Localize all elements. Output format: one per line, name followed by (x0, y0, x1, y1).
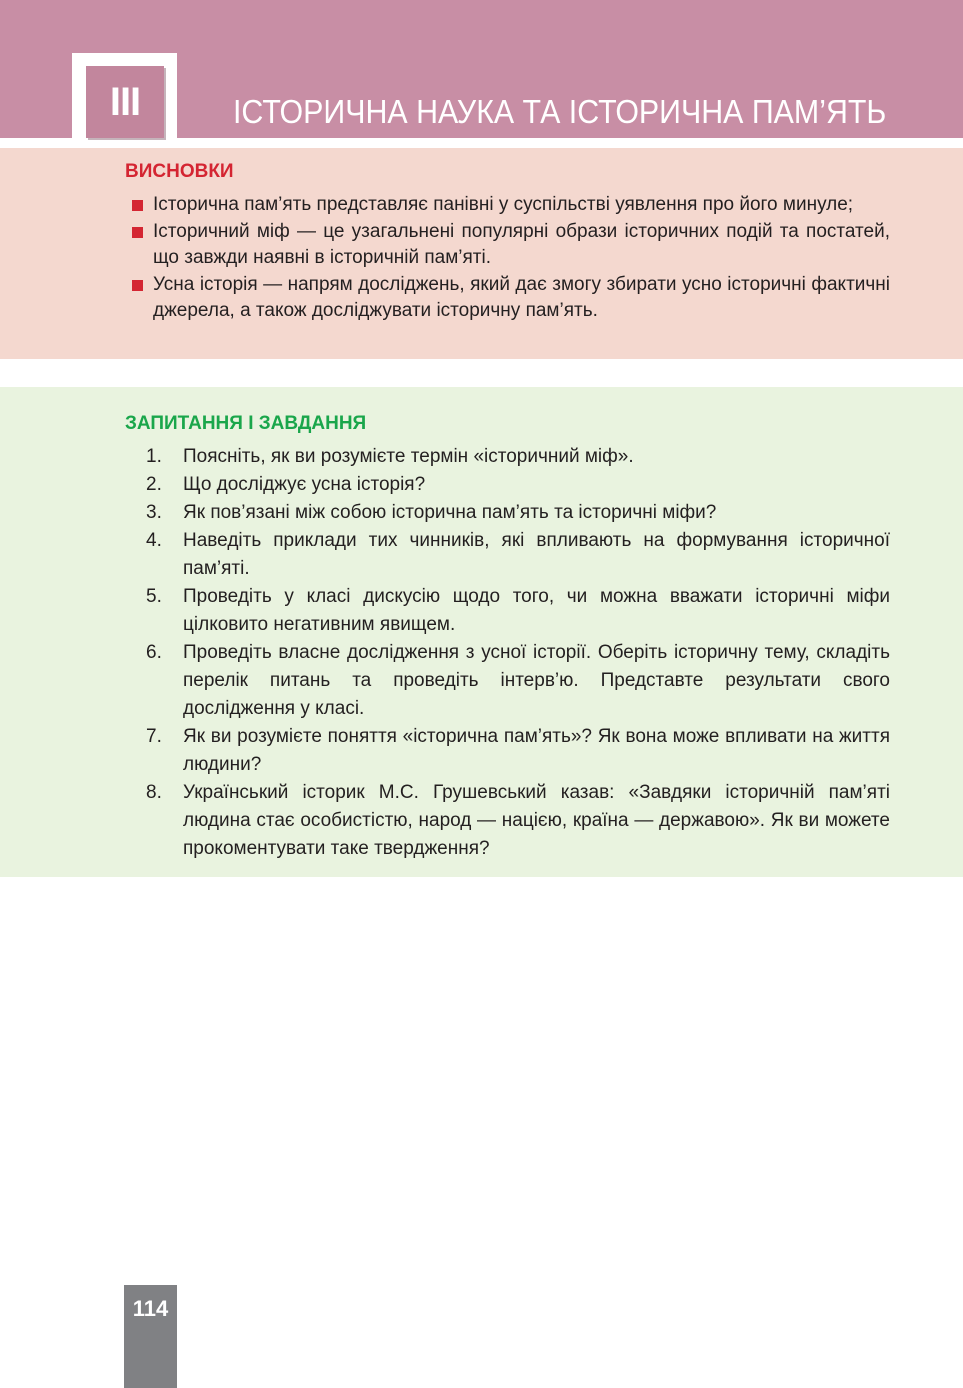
list-item (140, 527, 890, 583)
list-item (140, 499, 890, 527)
question-number: 3. (146, 502, 162, 523)
question-number: 2. (146, 474, 162, 495)
questions-heading: ЗАПИТАННЯ І ЗАВДАННЯ (125, 413, 367, 434)
chapter-title: ІСТОРИЧНА НАУКА ТА ІСТОРИЧНА ПАМ’ЯТЬ (233, 93, 887, 130)
conclusion-text: Усна історія — напрям досліджень, який дає змогу збирати усно історичні фактичні джерела, а також досліджувати історичну пам’ять. (153, 273, 890, 321)
question-number: 7. (146, 726, 162, 747)
question-text: Проведіть у класі дискусію щодо того, чи можна вважати історичні міфи цілковито негативним явищем. (183, 586, 890, 635)
question-text: Що досліджує усна історія? (183, 474, 426, 495)
page-number: 114 (132, 1296, 169, 1321)
conclusion-text: Історичний міф — це узагальнені популярні образи історичних подій та постатей, що завжди наявні в історичній пам’яті. (153, 220, 890, 268)
question-number: 4. (146, 530, 162, 551)
conclusions-list (130, 192, 890, 325)
square-bullet-icon (132, 200, 143, 211)
conclusion-text: Історична пам’ять представляє панівні у суспільстві уявлення про його минуле; (153, 194, 854, 215)
questions-list (140, 443, 890, 863)
list-item (140, 779, 890, 863)
chapter-number: III (109, 80, 141, 124)
question-text: Як ви розумієте поняття «історична пам’ять»? Як вона може впливати на життя людини? (183, 726, 890, 775)
question-text: Проведіть власне дослідження з усної історії. Оберіть історичну тему, складіть перелік питань та проведіть інтерв’ю. Представте результати свого дослідження у класі. (183, 642, 890, 719)
question-text: Як пов’язані між собою історична пам’ять та історичні міфи? (183, 502, 717, 523)
question-number: 1. (146, 446, 162, 467)
question-text: Поясніть, як ви розумієте термін «історичний міф». (183, 446, 634, 467)
list-item (140, 639, 890, 723)
list-item (140, 583, 890, 639)
list-item (140, 443, 890, 471)
question-number: 6. (146, 642, 162, 663)
list-item (130, 192, 890, 219)
list-item (140, 723, 890, 779)
square-bullet-icon (132, 227, 143, 238)
list-item (140, 471, 890, 499)
list-item (130, 219, 890, 272)
square-bullet-icon (132, 280, 143, 291)
list-item (130, 272, 890, 325)
question-number: 8. (146, 782, 162, 803)
question-text: Український історик М.С. Грушевський казав: «Завдяки історичній пам’яті людина стає особистістю, народ — нацією, країна — державою». Як ви можете прокоментувати таке твердження? (183, 782, 890, 859)
conclusions-heading: ВИСНОВКИ (125, 161, 234, 182)
question-text: Наведіть приклади тих чинників, які впливають на формування історичної пам’яті. (183, 530, 890, 579)
question-number: 5. (146, 586, 162, 607)
